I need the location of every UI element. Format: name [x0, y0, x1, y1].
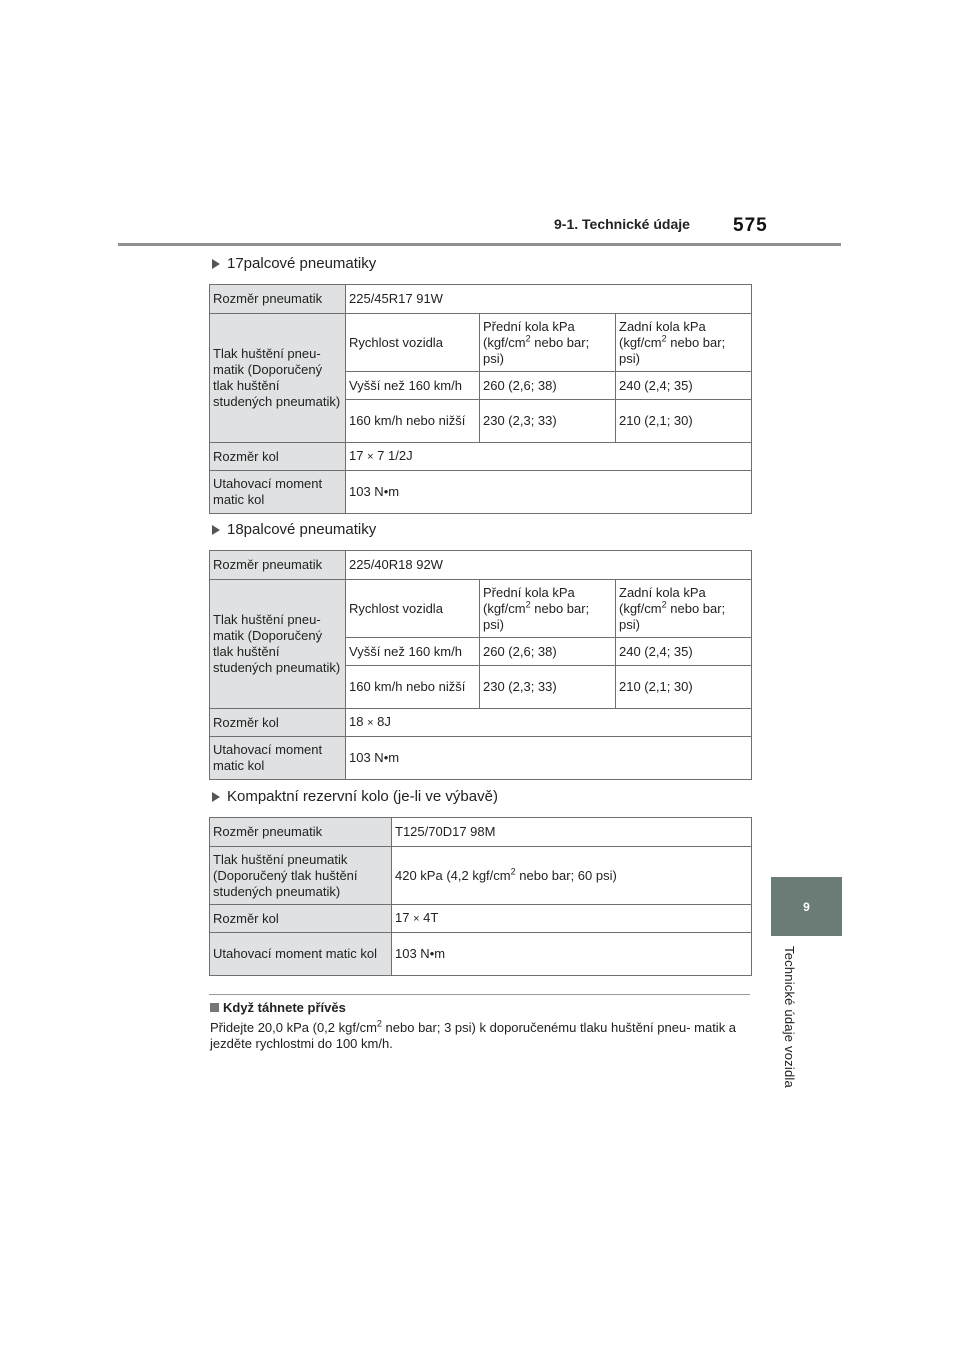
page-number: 575: [733, 215, 768, 236]
torque-label: Utahovací moment matic kol: [210, 933, 392, 976]
tire-table-18: [209, 550, 752, 780]
tire-size-value: 225/40R18 92W: [346, 551, 752, 580]
front-header: Přední kola kPa ($kgf/cm^2$ nebo bar; psi): [480, 314, 616, 372]
arrow-right-icon: [212, 259, 220, 269]
header-divider: [118, 243, 841, 246]
wheel-size-label: Rozměr kol: [210, 709, 346, 737]
note-title-text: Když táhnete přívěs: [223, 1000, 346, 1015]
torque-value: 103 N•m: [346, 737, 752, 780]
table-row: [210, 737, 752, 780]
section-title-17: [212, 255, 376, 272]
chapter-label: Technické údaje vozidla: [782, 946, 797, 1088]
note-text: Přidejte 20,0 kPa (0,2 kgf/$cm^2$ nebo bar; 3 psi) k doporučenému tlaku huštění pneu- matik a jezděte rychlostmi do 100 km/h.: [210, 1018, 737, 1051]
torque-label: Utahovací moment matic kol: [210, 471, 346, 514]
wheel-size-value: 17 × 4T: [392, 905, 752, 933]
table-row: [210, 551, 752, 580]
table-row: [210, 443, 752, 471]
table-row: [210, 709, 752, 737]
note-divider: [209, 994, 750, 995]
tire-size-label: Rozměr pneumatik: [210, 551, 346, 580]
tire-table-spare: [209, 817, 752, 976]
rear-pressure-cell: 240 (2,4; 35): [616, 638, 752, 666]
front-pressure-cell: 230 (2,3; 33): [480, 666, 616, 709]
section-title-text: 17palcové pneumatiky: [227, 255, 377, 272]
speed-header: Rychlost vozidla: [346, 314, 480, 372]
speed-cell: 160 km/h nebo nižší: [346, 666, 480, 709]
torque-label: Utahovací moment matic kol: [210, 737, 346, 780]
section-title-spare: [212, 788, 498, 805]
note-title: [210, 1000, 346, 1015]
wheel-size-value: 17 × 7 1/2J: [346, 443, 752, 471]
section-title-text: 18palcové pneumatiky: [227, 521, 377, 538]
wheel-size-label: Rozměr kol: [210, 905, 392, 933]
table-row: [210, 818, 752, 847]
arrow-right-icon: [212, 792, 220, 802]
front-pressure-cell: 260 (2,6; 38): [480, 372, 616, 400]
front-pressure-cell: 230 (2,3; 33): [480, 400, 616, 443]
tire-size-label: Rozměr pneumatik: [210, 818, 392, 847]
front-header: Přední kola kPa ($kgf/cm^2$ nebo bar; psi): [480, 580, 616, 638]
chapter-number: 9: [803, 899, 810, 914]
table-row: [210, 314, 752, 372]
tire-size-label: Rozměr pneumatik: [210, 285, 346, 314]
tire-size-value: T125/70D17 98M: [392, 818, 752, 847]
table-row: [210, 471, 752, 514]
speed-header: Rychlost vozidla: [346, 580, 480, 638]
rear-pressure-cell: 210 (2,1; 30): [616, 666, 752, 709]
rear-pressure-cell: 240 (2,4; 35): [616, 372, 752, 400]
rear-header: Zadní kola kPa ($kgf/cm^2$ nebo bar; psi): [616, 314, 752, 372]
wheel-size-label: Rozměr kol: [210, 443, 346, 471]
torque-value: 103 N•m: [392, 933, 752, 976]
table-row: [210, 847, 752, 905]
rear-header: Zadní kola kPa ($kgf/cm^2$ nebo bar; psi): [616, 580, 752, 638]
section-title-18: [212, 521, 376, 538]
tire-table-17: [209, 284, 752, 514]
rear-pressure-cell: 210 (2,1; 30): [616, 400, 752, 443]
section-heading: 9-1. Technické údaje: [554, 216, 690, 232]
tire-size-value: 225/45R17 91W: [346, 285, 752, 314]
table-row: [210, 580, 752, 638]
chapter-tab[interactable]: [771, 877, 842, 936]
pressure-value: 420 kPa (4,2 kgf/$cm^2$ nebo bar; 60 psi): [392, 847, 752, 905]
torque-value: 103 N•m: [346, 471, 752, 514]
table-row: [210, 905, 752, 933]
speed-cell: 160 km/h nebo nižší: [346, 400, 480, 443]
arrow-right-icon: [212, 525, 220, 535]
pressure-label: Tlak huštění pneumatik (Doporučený tlak huštění studených pneumatik): [210, 847, 392, 905]
table-row: [210, 285, 752, 314]
front-pressure-cell: 260 (2,6; 38): [480, 638, 616, 666]
section-title-text: Kompaktní rezervní kolo (je-li ve výbavě): [227, 788, 498, 805]
pressure-label: Tlak huštění pneu- matik (Doporučený tlak huštění studených pneumatik): [210, 580, 346, 709]
wheel-size-value: 18 × 8J: [346, 709, 752, 737]
speed-cell: Vyšší než 160 km/h: [346, 638, 480, 666]
square-bullet-icon: [210, 1003, 219, 1012]
table-row: [210, 933, 752, 976]
speed-cell: Vyšší než 160 km/h: [346, 372, 480, 400]
pressure-label: Tlak huštění pneu- matik (Doporučený tlak huštění studených pneumatik): [210, 314, 346, 443]
